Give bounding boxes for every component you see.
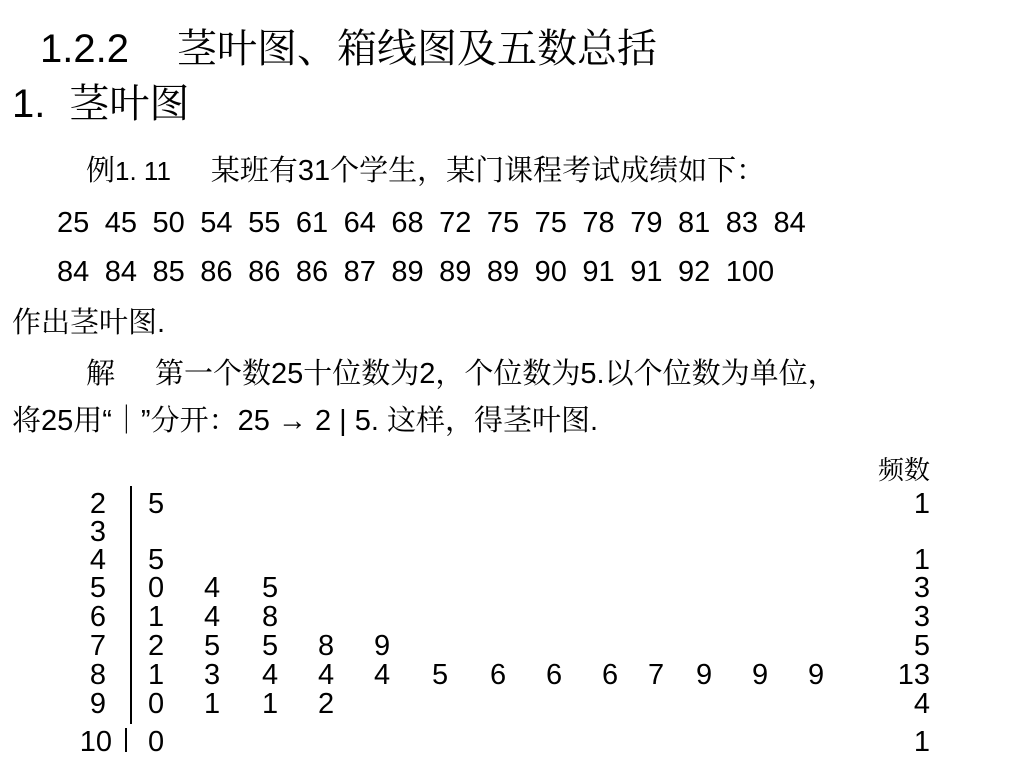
leaf-value: 4 [204,572,221,604]
score-value: 50 [152,207,185,239]
leaf-value: 4 [374,659,391,691]
leaf-value: 8 [262,601,279,633]
score-value: 83 [725,207,758,239]
leaf-value: 4 [318,659,335,691]
example-label: 例 [86,155,116,187]
leaf-value: 1 [148,601,165,633]
stem-value: 9 [89,688,106,720]
score-value: 54 [200,207,233,239]
subsection-number: 1. [12,82,46,126]
section-title [40,29,657,69]
score-value: 75 [486,207,520,239]
scores-row-1 [57,209,821,238]
leaf-value: 8 [318,630,335,662]
stem-value: 6 [89,601,106,633]
example-text: 某班有31个学生，某门课程考试成绩如下： [210,155,766,187]
subsection-title-text: 茎叶图 [69,82,190,126]
score-value: 86 [200,256,233,288]
leaf-value: 9 [752,659,769,691]
leaf-value: 7 [648,659,665,691]
score-value: 45 [104,207,138,239]
score-value: 86 [248,256,281,288]
score-value: 61 [295,207,329,239]
score-value: 68 [391,207,424,239]
frequency-value: 3 [913,572,930,604]
score-value: 91 [582,256,615,288]
leaf-value: 4 [262,659,279,691]
score-value: 89 [391,256,424,288]
leaf-value: 6 [602,659,619,691]
score-value: 84 [57,256,90,288]
score-value: 91 [630,256,663,288]
solution-line-1 [86,360,837,389]
example-number: 1. 11 [115,156,171,186]
score-value: 81 [677,207,711,239]
task-text: 作出茎叶图. [12,307,166,339]
score-value: 85 [152,256,185,288]
scores-row-2 [57,258,790,287]
stem-value: 3 [89,516,106,548]
stem-value: 8 [89,659,106,691]
solution-text-1: 第一个数25十位数为2，个位数为5.以个位数为单位， [155,358,837,390]
leaf-value: 5 [148,488,165,520]
example-line [86,157,765,186]
leaf-value: 0 [148,572,165,604]
stem-value: 4 [89,544,106,576]
frequency-value: 1 [913,488,930,520]
stem-value: 2 [89,488,106,520]
score-value: 78 [582,207,615,239]
score-value: 89 [486,256,520,288]
leaf-value: 6 [490,659,507,691]
leaf-value: 5 [432,659,449,691]
solution-line-2: 将25用“｜”分开：25 → 2 | 5. 这样，得茎叶图. [12,405,599,437]
score-value: 25 [57,207,90,239]
leaf-value: 2 [318,688,335,720]
frequency-value: 13 [897,659,930,691]
leaf-value: 0 [148,688,165,720]
leaf-value: 9 [808,659,825,691]
leaf-value: 5 [148,544,165,576]
solution-label: 解 [86,358,116,390]
score-value: 84 [104,256,138,288]
leaf-value: 9 [374,630,391,662]
leaf-value: 6 [546,659,563,691]
stem-value: 7 [89,630,106,662]
score-value: 64 [343,207,376,239]
leaf-value: 5 [262,572,279,604]
section-title-text: 茎叶图、箱线图及五数总括 [176,27,657,71]
score-value: 72 [439,207,472,239]
leaf-value: 1 [262,688,279,720]
leaf-value: 2 [148,630,165,662]
frequency-value: 1 [913,726,930,758]
score-value: 100 [725,256,775,288]
score-value: 89 [439,256,472,288]
score-value: 87 [343,256,376,288]
stem-value: 10 [79,726,112,758]
frequency-value: 4 [913,688,930,720]
subsection-title [12,84,189,124]
score-value: 79 [630,207,663,239]
leaf-value: 3 [204,659,221,691]
frequency-value: 1 [913,544,930,576]
frequency-value: 3 [913,601,930,633]
leaf-value: 1 [204,688,221,720]
section-number: 1.2.2 [40,27,129,71]
score-value: 90 [534,256,567,288]
leaf-value: 5 [262,630,279,662]
stem-value: 5 [89,572,106,604]
score-value: 75 [534,207,567,239]
score-value: 92 [677,256,711,288]
score-value: 84 [773,207,806,239]
frequency-value: 5 [913,630,930,662]
score-value: 55 [248,207,281,239]
leaf-value: 9 [696,659,713,691]
leaf-value: 1 [148,659,165,691]
leaf-value: 5 [204,630,221,662]
stem-leaf-divider-last [125,728,127,752]
score-value: 86 [295,256,329,288]
leaf-value: 4 [204,601,221,633]
leaf-value: 0 [148,726,165,758]
frequency-header: 频数 [878,455,931,485]
stem-leaf-divider [130,486,132,724]
